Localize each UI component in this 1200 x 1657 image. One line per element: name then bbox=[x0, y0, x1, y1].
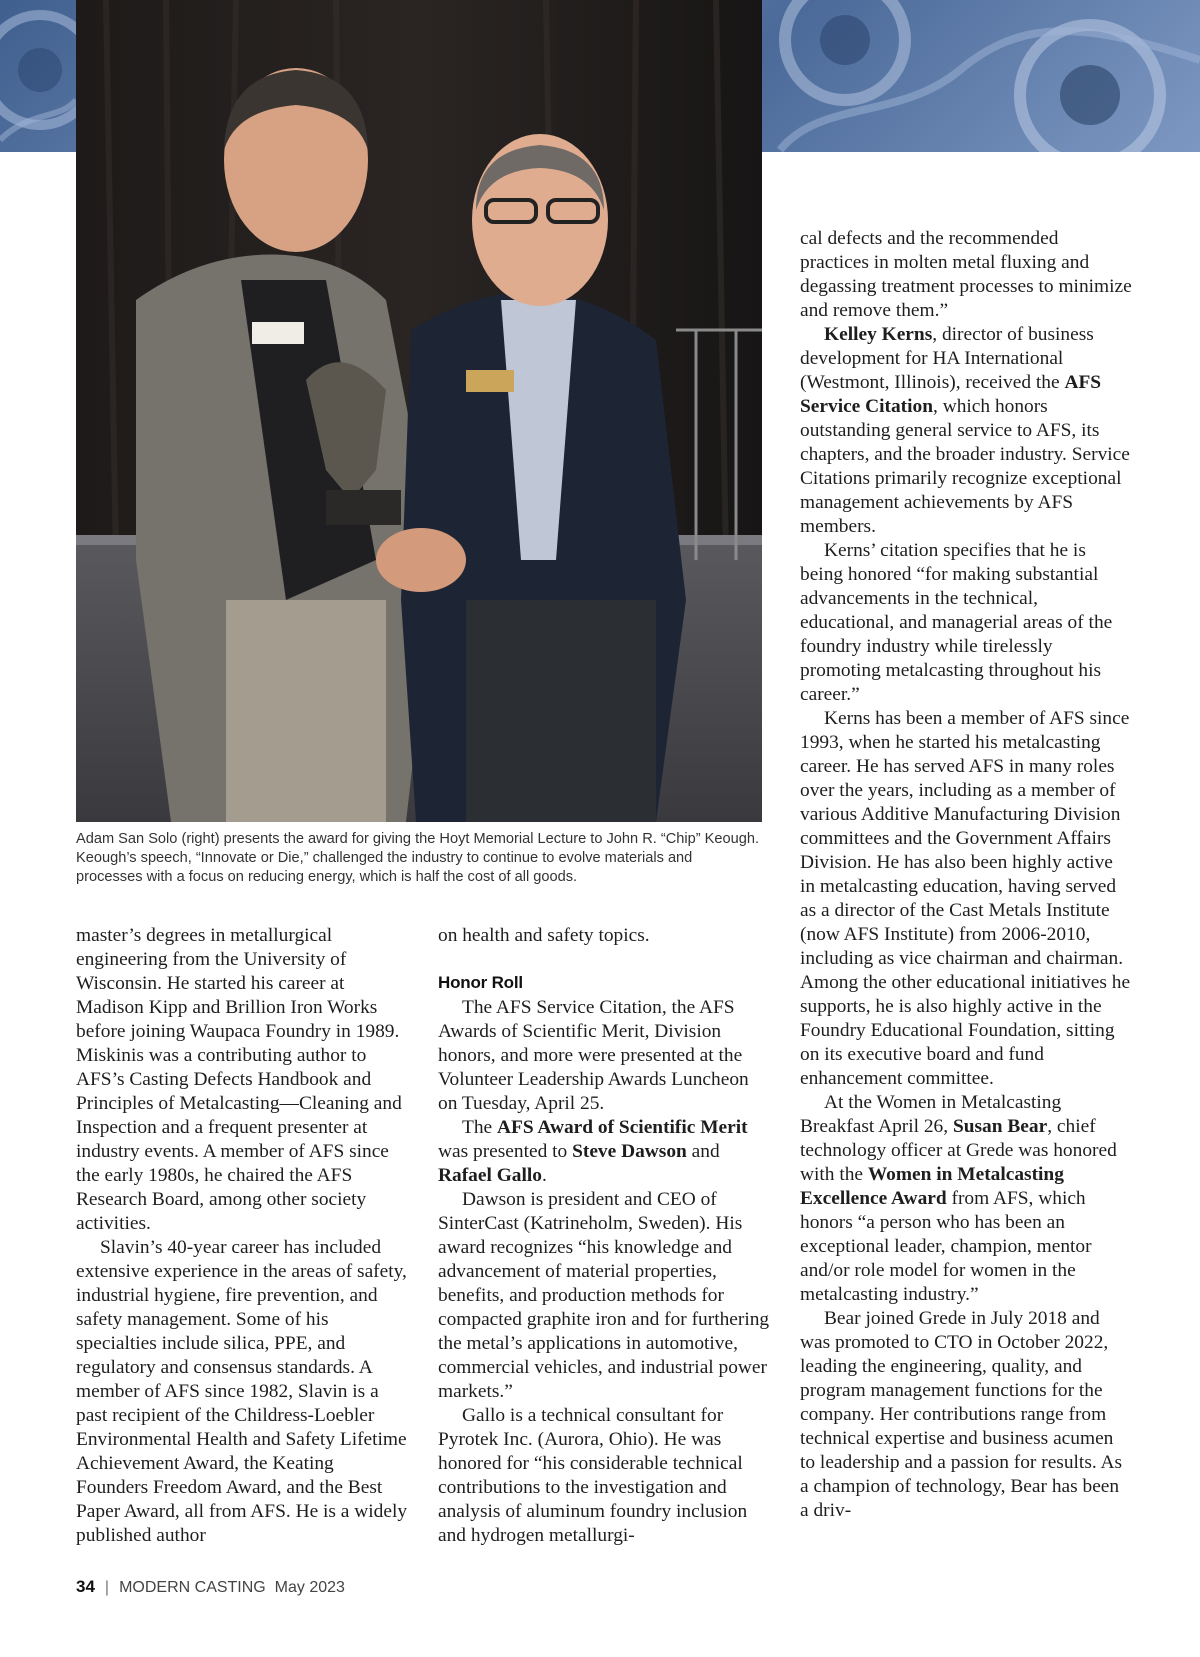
page-footer bbox=[76, 1577, 345, 1597]
text: was presented to bbox=[438, 1141, 573, 1162]
award-photo bbox=[76, 0, 762, 822]
award-name: AFS Award of Scientific Merit bbox=[497, 1117, 748, 1138]
magazine-name: MODERN CASTING bbox=[119, 1579, 266, 1596]
paragraph: Kerns’ citation specifies that he is being honored “for making substantial advancements in the technical, educational, and managerial areas of the foundry industry while tirelessly promoting metalcasting throughout his career.” bbox=[800, 540, 1113, 705]
paragraph: Slavin’s 40-year career has included extensive experience in the areas of safety, industrial hygiene, fire prevention, and safety management. Some of his specialties include silica, PPE, and regulatory and consensus standards. A member of AFS since 1982, Slavin is a past recipient of the Childress-Loebler Environmental Health and Safety Lifetime Achievement Award, the Keating Founders Freedom Award, and the Best Paper Award, all from AFS. He is a widely published author bbox=[76, 1237, 408, 1546]
award-name: AFS Service Citation bbox=[800, 372, 1102, 417]
issue-date: May 2023 bbox=[274, 1579, 345, 1596]
award-photo-illustration bbox=[76, 0, 762, 822]
text: , director of business development for HA International (Westmont, Illinois), received the bbox=[800, 324, 1094, 393]
honoree-name: Kelley Kerns bbox=[824, 324, 933, 345]
honoree-name: Susan Bear bbox=[952, 1116, 1048, 1137]
text: and bbox=[686, 1141, 720, 1162]
award-name: Women in Metalcasting Excellence Award bbox=[800, 1164, 1064, 1209]
paragraph bbox=[800, 323, 1132, 539]
paragraph: cal defects and the recommended practices in molten metal fluxing and degassing treatment processes to minimize and remove them.” bbox=[800, 228, 1132, 321]
section-heading: Honor Roll bbox=[438, 973, 523, 992]
paragraph: Kerns has been a member of AFS since 1993, when he started his metalcasting career. He has served AFS in many roles over the years, including as a member of various Additive Manufacturing Division committees and the Government Affairs Division. He has also been highly active in metalcasting education, having served as a director of the Cast Metals Institute (now AFS Institute) from 2006-2010, including as vice chairman and chairman. Among the other educational initiatives he supports, he is also highly active in the Foundry Educational Foundation, sitting on its executive board and fund enhancement committee. bbox=[800, 708, 1131, 1089]
photo-caption: Adam San Solo (right) presents the award for giving the Hoyt Memorial Lecture to John R. “Chip” Keough. Keough’s speech, “Innovate or Die,” challenged the industry to continue to evolve materials and processes with a focus on reducing energy, which is half the cost of all goods. bbox=[76, 831, 759, 885]
text: The bbox=[462, 1117, 497, 1138]
paragraph bbox=[438, 1116, 770, 1188]
page-number: 34 bbox=[76, 1577, 95, 1596]
text: , chief technology officer at Grede was honored with the bbox=[800, 1116, 1117, 1185]
text: . bbox=[541, 1165, 547, 1186]
paragraph bbox=[800, 1091, 1132, 1307]
honoree-name: Rafael Gallo bbox=[438, 1165, 542, 1186]
footer-separator: | bbox=[104, 1579, 110, 1596]
honoree-name: Steve Dawson bbox=[572, 1141, 687, 1162]
paragraph: Gallo is a technical consultant for Pyrotek Inc. (Aurora, Ohio). He was honored for “his considerable technical contributions to the investigation and analysis of aluminum foundry inclusion and hydrogen metallurgi- bbox=[438, 1405, 748, 1546]
text: At the Women in Metalcasting Breakfast April 26, bbox=[800, 1092, 1062, 1137]
paragraph: Dawson is president and CEO of SinterCast (Katrineholm, Sweden). His award recognizes “his knowledge and advancement of material properties, benefits, and production methods for compacted graphite iron and for furthering the metal’s applications in automotive, commercial vehicles, and industrial power markets.” bbox=[438, 1189, 770, 1402]
paragraph: on health and safety topics. bbox=[438, 925, 650, 946]
text: from AFS, which honors “a person who has been an exceptional leader, champion, mentor and/or role model for women in the metalcasting industry.” bbox=[800, 1188, 1092, 1305]
article-column-2 bbox=[438, 924, 770, 1548]
paragraph: master’s degrees in metallurgical engineering from the University of Wisconsin. He started his career at Madison Kipp and Brillion Iron Works before joining Waupaca Foundry in 1989. Miskinis was a contributing author to AFS’s Casting Defects Handbook and Principles of Metalcasting—Cleaning and Inspection and a frequent presenter at industry events. A member of AFS since the early 1980s, he chaired the AFS Research Board, among other society activities. bbox=[76, 925, 402, 1234]
article-column-3 bbox=[800, 227, 1132, 1523]
paragraph: Bear joined Grede in July 2018 and was promoted to CTO in October 2022, leading the engineering, quality, and program management functions for the company. Her contributions range from technical expertise and business acumen to leadership and a passion for results. As a champion of technology, Bear has been a driv- bbox=[800, 1308, 1123, 1521]
text: , which honors outstanding general service to AFS, its chapters, and the broader industry. Service Citations primarily recognize exceptional management achievements by AFS members. bbox=[800, 396, 1130, 537]
paragraph: The AFS Service Citation, the AFS Awards of Scientific Merit, Division honors, and more were presented at the Volunteer Leadership Awards Luncheon on Tuesday, April 25. bbox=[438, 997, 749, 1114]
article-column-1 bbox=[76, 924, 408, 1548]
